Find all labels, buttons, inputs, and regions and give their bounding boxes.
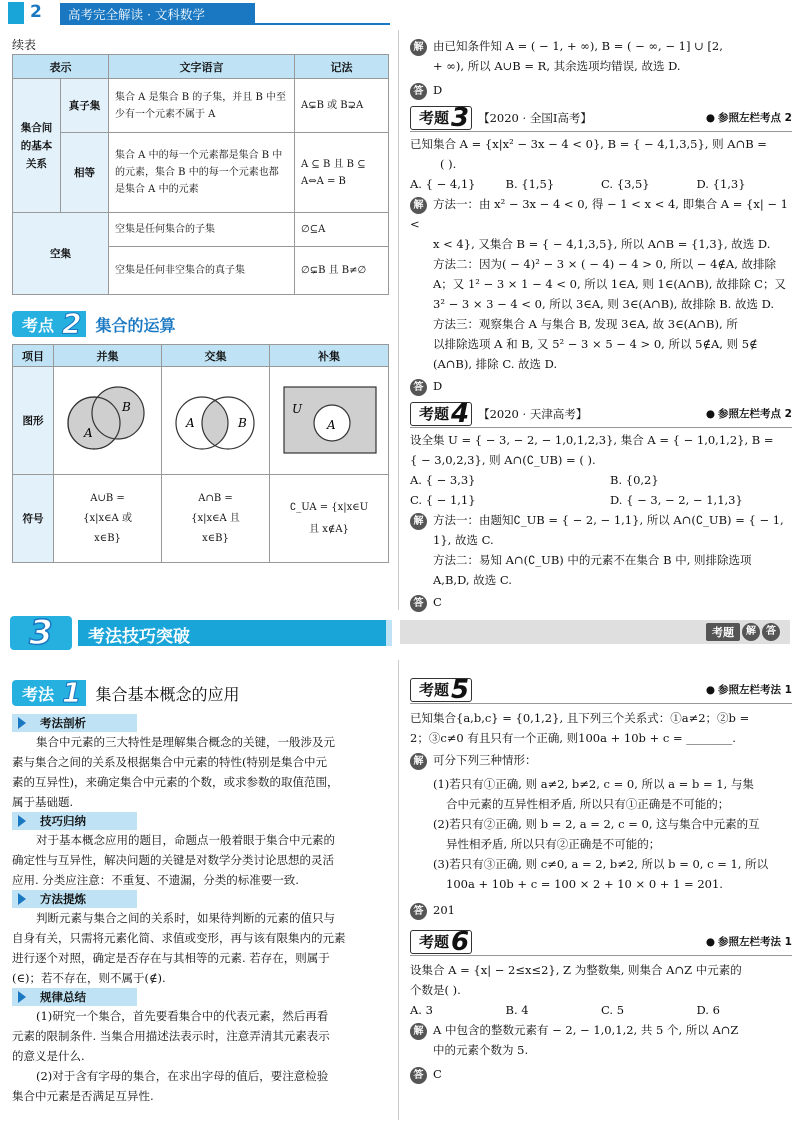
q3-sol-2: x < 4}, 又集合 B = { − 4,1,3,5}, 所以 A∩B = {1,3}, 故选 D. — [433, 237, 771, 251]
q3-stem-2: ( ). — [440, 157, 457, 171]
q3-opt-b: B. {1,5} — [505, 177, 555, 191]
para-rule-5: 集合中元素是否满足互异性. — [12, 1089, 154, 1103]
section-3-banner — [10, 613, 392, 653]
venn-union-a: A — [84, 426, 93, 440]
operation-table — [12, 344, 389, 563]
para-skill-2: 确定性与互异性，解决问题的关键是对数学分类讨论思想的灵活 — [12, 853, 334, 867]
q6-stem-1: 设集合 A = {x| − 2≤x≤2}, Z 为整数集, 则集合 A∩Z 中元素的 — [410, 963, 742, 977]
sym-union-3: x∈B} — [94, 532, 121, 544]
q3-opt-d: D. {1,3} — [696, 177, 746, 191]
q5-sol-4: 异性相矛盾, 所以只有②正确是不可能的； — [446, 837, 661, 851]
column-divider-top — [398, 30, 399, 610]
venn-union-b: B — [122, 400, 131, 414]
q4-stem-1: 设全集 U = { − 3, − 2, − 1,0,1,2,3}, 集合 A = { − 1,0,1,2}, B = — [410, 433, 774, 447]
q6-options — [410, 1000, 792, 1020]
da-label-prev: 答 — [410, 83, 427, 100]
q3-solution — [410, 194, 792, 374]
q4-sol-1: 方法一：由题知∁_UB = { − 2, − 1,1}, 所以 A∩(∁_UB) = { − 1, — [433, 513, 784, 527]
q3-sol-1: 方法一：由 x² − 3x − 4 < 0, 得 − 1 < x < 4, 即集合 A = {x| − 1 < — [410, 197, 788, 231]
para-method — [12, 908, 390, 988]
q5-sol-intro: 可分下列三种情形： — [433, 753, 537, 767]
q6-opt-d: D. 6 — [696, 1003, 720, 1017]
row-notation-equal: A ⊆ B 且 B ⊆ A⇔A = B — [295, 133, 389, 213]
q5-ref: ● 参照左栏考法 1 — [706, 682, 792, 697]
q5-stem — [410, 708, 792, 748]
q4-source: 【2020 · 天津高考】 — [478, 406, 588, 421]
q5-sol-5: (3)若只有③正确, 则 c≠0, a = 2, b≠2, 所以 b = 0, c = 1, 所以 — [433, 857, 769, 871]
page-header — [0, 0, 390, 26]
q4-solution — [410, 510, 792, 590]
row-notation-proper: A⊊B 或 B⊋A — [295, 79, 389, 133]
q6-answer — [410, 1064, 792, 1084]
q3-opt-c: C. {3,5} — [601, 177, 650, 191]
left-body — [12, 714, 390, 1106]
q6-ref: ● 参照左栏考法 1 — [706, 934, 792, 949]
sym-intersect-1: A∩B = — [198, 492, 233, 504]
section-3-number: 3 — [10, 616, 72, 650]
para-rule — [12, 1006, 390, 1106]
q3-box-label: 考题 — [419, 109, 450, 127]
row-text-equal: 集合 A 中的每一个元素都是集合 B 中的元素，集合 B 中的每一个元素也都是集合 A 中的元素 — [109, 133, 295, 213]
q6-sol-1: A 中包含的整数元素有 − 2, − 1,0,1,2, 共 5 个, 所以 A∩Z — [433, 1023, 739, 1037]
q3-jie: 解 — [410, 197, 427, 214]
q3-sol-3: 方法二：因为( − 4)² − 3 × ( − 4) − 4 > 0, 所以 − 4∉A, 故排除 — [433, 257, 777, 271]
header-rule — [60, 23, 390, 25]
right-bar-legend — [706, 623, 780, 641]
q5-sol-3: (2)若只有②正确, 则 b = 2, a = 2, c = 0, 这与集合中元素的互 — [433, 817, 760, 831]
q5-box — [410, 674, 472, 705]
q5-da: 答 — [410, 903, 427, 920]
kaodian-title: 集合的运算 — [95, 315, 176, 335]
q3-header — [410, 104, 792, 132]
right-bar-kaoti: 考题 — [706, 623, 740, 641]
q4-answer — [410, 592, 792, 612]
q5-box-label: 考题 — [419, 681, 450, 699]
q3-ans: D — [433, 379, 443, 393]
th-represent: 表示 — [13, 55, 109, 79]
q4-opt-a: A. { − 3,3} — [410, 473, 476, 487]
page-number: 2 — [30, 2, 42, 22]
q5-sol-6: 100a + 10b + c = 100 × 2 + 10 × 0 + 1 = 201. — [446, 877, 723, 891]
para-method-1: 判断元素与集合之间的关系时，如果待判断的元素的值只与 — [36, 911, 335, 925]
q3-ref: ● 参照左栏考点 2 — [706, 110, 792, 125]
q3-sol-7: 以排除选项 A 和 B, 又 5² − 3 × 5 − 4 > 0, 所以 5∉A, 则 5∉ — [433, 337, 758, 351]
para-method-3: 进行逐个对照，确定是否存在与其相等的元素. 若存在，则属于 — [12, 951, 330, 965]
kaofa-num: 1 — [58, 680, 85, 706]
th-intersect: 交集 — [162, 345, 270, 367]
q6-jie: 解 — [410, 1023, 427, 1040]
kaodian-num: 2 — [58, 311, 85, 337]
q6-num: 6 — [451, 926, 470, 957]
sym-intersect-2: {x|x∈A 且 — [191, 512, 240, 524]
para-analysis — [12, 732, 390, 812]
q3-stem — [410, 134, 792, 174]
row-label-proper: 真子集 — [61, 79, 109, 133]
q6-opt-a: A. 3 — [410, 1003, 433, 1017]
para-analysis-1: 集合中元素的三大特性是理解集合概念的关键，一般涉及元 — [36, 735, 335, 749]
section-3-title: 考法技巧突破 — [78, 620, 392, 646]
q5-answer — [410, 900, 792, 920]
sub-skill: 技巧归纳 — [12, 812, 137, 830]
q6-da: 答 — [410, 1067, 427, 1084]
q3-sol-4: A；又 1² − 3 × 1 − 4 < 0, 所以 1∈A, 则 1∈(A∩B), 故排除 C；又 — [433, 277, 786, 291]
q4-sol-4: A,B,D, 故选 C. — [433, 573, 512, 587]
sym-intersect-3: x∈B} — [202, 532, 229, 544]
empty-label: 空集 — [13, 213, 109, 295]
th-union: 并集 — [54, 345, 162, 367]
para-analysis-4: 属于基础题. — [12, 795, 74, 809]
sym-complement-1: ∁_UA = {x|x∈U — [289, 501, 369, 513]
q3-sol-8: (A∩B), 排除 C. 故选 D. — [433, 357, 558, 371]
venn-union-cell — [54, 367, 162, 475]
continued-label: 续表 — [12, 38, 37, 52]
th-complement: 补集 — [270, 345, 389, 367]
group-label: 集合间的基本关系 — [13, 79, 61, 213]
q3-num: 3 — [451, 102, 470, 133]
empty-text-1: 空集是任何集合的子集 — [109, 213, 295, 247]
kaodian-tag: 考点 — [12, 311, 58, 337]
q4-options — [410, 470, 792, 510]
q4-ans: C — [433, 595, 442, 609]
sym-intersect — [162, 475, 270, 563]
q5-stem-1: 已知集合{a,b,c} = {0,1,2}, 且下列三个关系式：①a≠2；②b = — [410, 711, 750, 725]
sym-complement-2: 且 x∉A} — [309, 523, 349, 535]
q4-sol-2: 1}, 故选 C. — [433, 533, 494, 547]
prev-solution — [410, 36, 792, 76]
row-label-equal: 相等 — [61, 133, 109, 213]
q6-box-label: 考题 — [419, 933, 450, 951]
venn-intersect-b: B — [238, 416, 247, 430]
row-text-proper: 集合 A 是集合 B 的子集，并且 B 中至少有一个元素不属于 A — [109, 79, 295, 133]
empty-text-2: 空集是任何非空集合的真子集 — [109, 247, 295, 295]
q5-ans: 201 — [433, 903, 455, 917]
venn-intersect-a: A — [186, 416, 195, 430]
prev-sol-1: 由已知条件知 A = ( − 1, + ∞), B = ( − ∞, − 1] ∪ [2, — [433, 39, 723, 53]
sub-method: 方法提炼 — [12, 890, 137, 908]
q5-stem-2: 2；③c≠0 有且只有一个正确, 则100a + 10b + c = ________. — [410, 731, 736, 745]
right-column-bottom — [410, 676, 792, 1084]
q4-opt-d: D. { − 3, − 2, − 1,1,3} — [610, 493, 743, 507]
row-figure-label: 图形 — [13, 367, 54, 475]
q4-header — [410, 400, 792, 428]
para-rule-2: 元素的限制条件. 当集合用描述法表示时，注意弄清其元素表示 — [12, 1029, 330, 1043]
q4-opt-b: B. {0,2} — [610, 473, 659, 487]
q5-solution — [410, 750, 792, 894]
q4-num: 4 — [451, 398, 470, 429]
venn-complement-cell — [270, 367, 389, 475]
empty-notation-2: ∅⊊B 且 B≠∅ — [295, 247, 389, 295]
q4-ref: ● 参照左栏考点 2 — [706, 406, 792, 421]
th-text: 文字语言 — [109, 55, 295, 79]
kaofa-title: 集合基本概念的应用 — [95, 684, 240, 704]
sym-union-1: A∪B = — [90, 492, 125, 504]
kaodian-2-heading — [12, 307, 176, 340]
section-3-right-bar — [400, 620, 790, 644]
page-marker — [8, 2, 24, 24]
q6-stem-2: 个数是( ). — [410, 983, 461, 997]
q3-opt-a: A. { − 4,1} — [410, 177, 476, 191]
para-rule-3: 的意义是什么. — [12, 1049, 85, 1063]
para-method-4: (∈)；若不存在，则不属于(∉). — [12, 971, 166, 985]
q4-stem — [410, 430, 792, 470]
para-analysis-3: 素的互异性)，来确定集合中元素的个数，或求参数的取值范围， — [12, 775, 339, 789]
q6-opt-c: C. 5 — [601, 1003, 625, 1017]
empty-notation-1: ∅⊆A — [295, 213, 389, 247]
right-bar-jie: 解 — [742, 623, 760, 641]
q5-sol-2: 合中元素的互异性相矛盾, 所以只有①正确是不可能的； — [446, 797, 730, 811]
q3-sol-6: 方法三：观察集合 A 与集合 B, 发现 3∈A, 故 3∈(A∩B), 所 — [433, 317, 738, 331]
para-method-2: 自身有关，只需将元素化简、求值或变形，再与该有限集内的元素 — [12, 931, 346, 945]
para-rule-4: (2)对于含有字母的集合，在求出字母的值后，要注意检验 — [36, 1069, 329, 1083]
para-rule-1: (1)研究一个集合，首先要看集合中的代表元素，然后再看 — [36, 1009, 329, 1023]
q5-jie: 解 — [410, 753, 427, 770]
venn-intersect-cell — [162, 367, 270, 475]
th-item: 项目 — [13, 345, 54, 367]
relation-table — [12, 54, 389, 295]
q6-stem — [410, 960, 792, 1000]
row-symbol-label: 符号 — [13, 475, 54, 563]
para-skill-1: 对于基本概念应用的题目，命题点一般着眼于集合中元素的 — [36, 833, 335, 847]
para-analysis-2: 素与集合之间的关系及根据集合中元素的特性(特别是集合中元 — [12, 755, 327, 769]
sym-union-2: {x|x∈A 或 — [83, 512, 132, 524]
q4-box — [410, 398, 472, 429]
venn-complement-u: U — [292, 402, 303, 416]
jie-label-prev: 解 — [410, 39, 427, 56]
q4-sol-3: 方法二：易知 A∩(∁_UB) 中的元素不在集合 B 中, 则排除选项 — [433, 553, 752, 567]
venn-union-diagram — [54, 367, 160, 471]
right-bar-da: 答 — [762, 623, 780, 641]
q3-source: 【2020 · 全国Ⅰ高考】 — [478, 110, 592, 125]
kaofa-1-heading — [12, 676, 240, 709]
q4-box-label: 考题 — [419, 405, 450, 423]
venn-intersect-diagram — [162, 367, 268, 471]
sub-analysis: 考法剖析 — [12, 714, 137, 732]
para-skill-3: 应用. 分类应注意：不重复、不遗漏，分类的标准要一致. — [12, 873, 299, 887]
sub-rule: 规律总结 — [12, 988, 137, 1006]
prev-sol-2: + ∞), 所以 A∪B = R, 其余选项均错误, 故选 D. — [433, 59, 681, 73]
q6-box — [410, 926, 472, 957]
q6-opt-b: B. 4 — [505, 1003, 529, 1017]
q3-da: 答 — [410, 379, 427, 396]
q4-stem-2: { − 3,0,2,3}, 则 A∩(∁_UB) = ( ). — [410, 453, 596, 467]
q5-header — [410, 676, 792, 704]
venn-complement-a: A — [327, 418, 336, 432]
prev-ans: D — [433, 83, 443, 97]
sym-union — [54, 475, 162, 563]
para-skill — [12, 830, 390, 890]
q5-num: 5 — [451, 674, 470, 705]
th-notation: 记法 — [295, 55, 389, 79]
kaofa-tag: 考法 — [12, 680, 58, 706]
book-title: 高考完全解读 · 文科数学 — [60, 3, 255, 23]
venn-complement-diagram — [270, 367, 388, 471]
prev-answer — [410, 80, 792, 100]
q3-answer — [410, 376, 792, 396]
q5-sol-1: (1)若只有①正确, 则 a≠2, b≠2, c = 0, 所以 a = b = 1, 与集 — [433, 777, 754, 791]
q4-jie: 解 — [410, 513, 427, 530]
right-column-top — [410, 36, 792, 612]
q6-header — [410, 928, 792, 956]
q6-solution — [410, 1020, 792, 1060]
q4-da: 答 — [410, 595, 427, 612]
q6-ans: C — [433, 1067, 442, 1081]
column-divider-bottom — [398, 660, 399, 1120]
q4-opt-c: C. { − 1,1} — [410, 493, 476, 507]
q3-options — [410, 174, 792, 194]
q3-sol-5: 3² − 3 × 3 − 4 < 0, 所以 3∈A, 则 3∈(A∩B), 故排除 B. 故选 D. — [433, 297, 775, 311]
q3-box — [410, 102, 472, 133]
q6-sol-2: 中的元素个数为 5. — [433, 1043, 529, 1057]
sym-complement — [270, 475, 389, 563]
q3-stem-1: 已知集合 A = {x|x² − 3x − 4 < 0}, B = { − 4,1,3,5}, 则 A∩B = — [410, 137, 767, 151]
